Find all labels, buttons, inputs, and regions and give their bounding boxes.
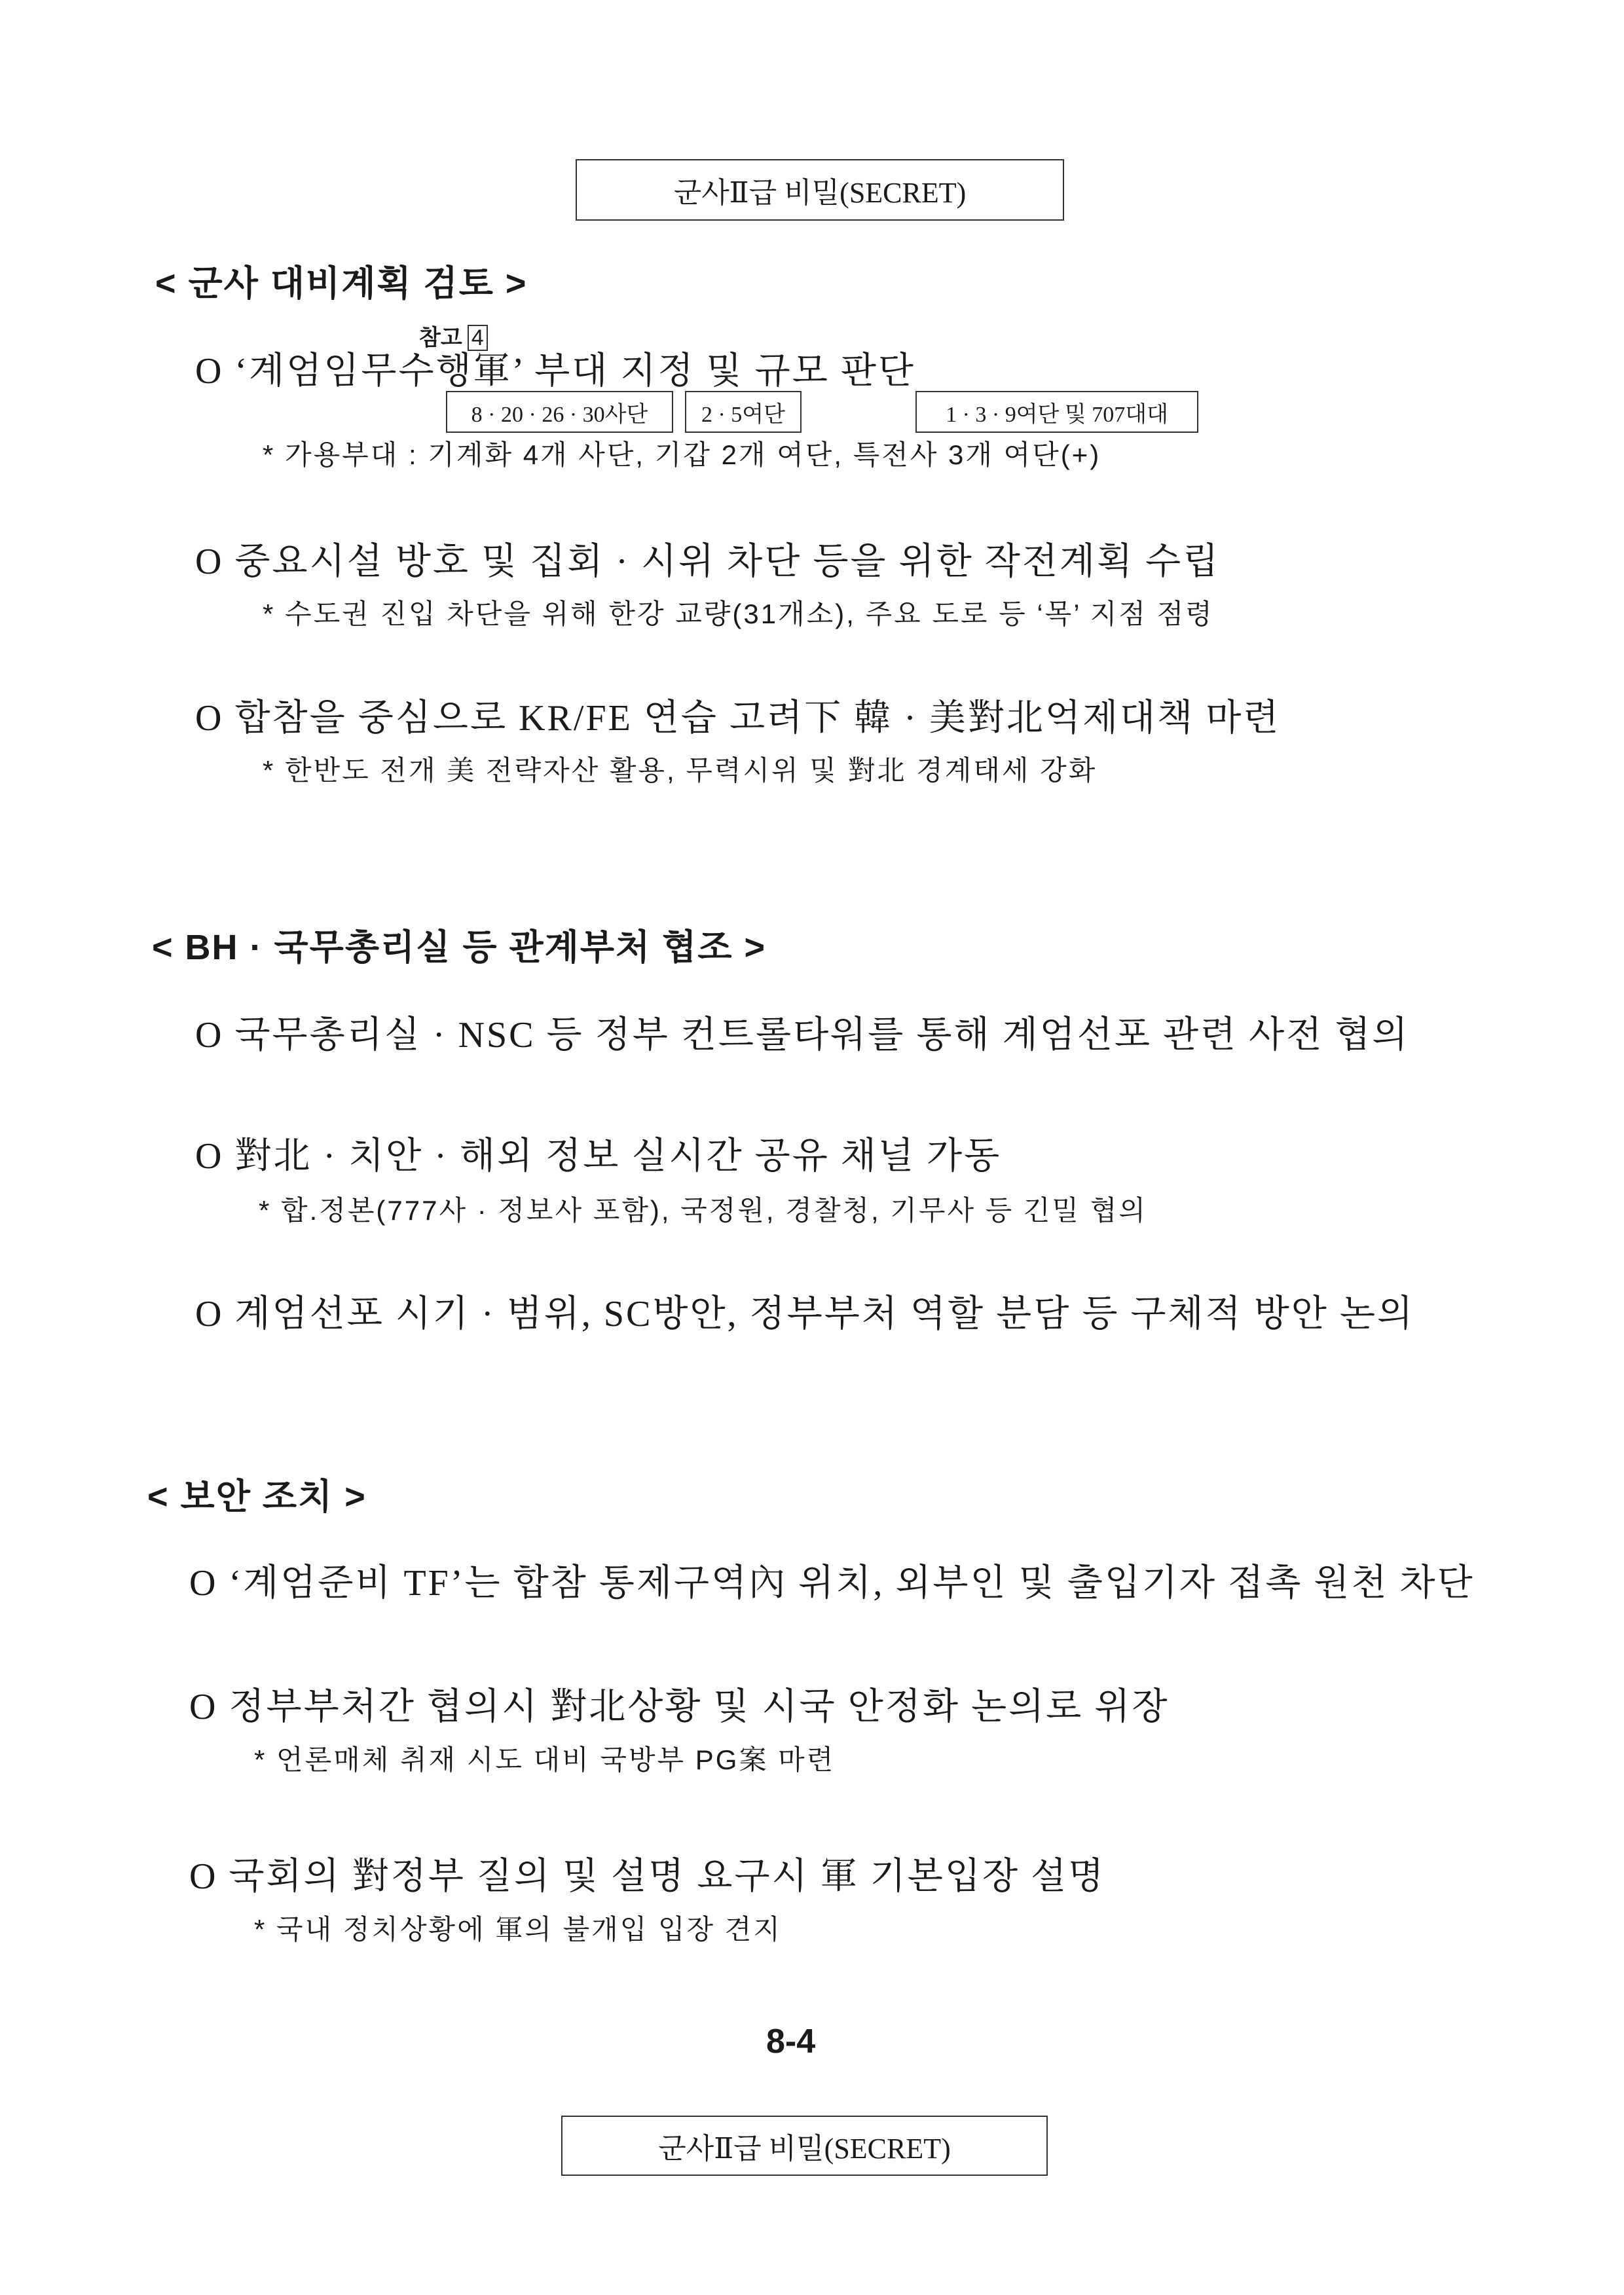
- note-han-river-bridges: * 수도권 진입 차단을 위해 한강 교량(31개소), 주요 도로 등 ‘목’ 지점 점령: [263, 598, 1214, 629]
- unit-tag-brigades: 2 · 5여단: [685, 391, 802, 433]
- section-heading-military-plan: < 군사 대비계획 검토 >: [155, 264, 528, 303]
- section-heading-cooperation: < BH · 국무총리실 등 관계부처 협조 >: [152, 928, 767, 967]
- item-assembly-response: O 국회의 對정부 질의 및 설명 요구시 軍 기본입장 설명: [189, 1856, 1106, 1897]
- item-prior-consultation: O 국무총리실 · NSC 등 정부 컨트롤타워를 통해 계엄선포 관련 사전 협의: [195, 1015, 1410, 1056]
- classification-bottom: 군사Ⅱ급 비밀(SECRET): [561, 2116, 1048, 2176]
- page-number: 8-4: [766, 2023, 816, 2061]
- classification-top: 군사Ⅱ급 비밀(SECRET): [576, 159, 1064, 221]
- note-non-intervention: * 국내 정치상황에 軍의 불개입 입장 견지: [254, 1914, 782, 1945]
- item-detailed-plan: O 계엄선포 시기 · 범위, SC방안, 정부부처 역할 분담 등 구체적 방안 논의: [195, 1294, 1415, 1334]
- item-intel-sharing: O 對北 · 치안 · 해외 정보 실시간 공유 채널 가동: [195, 1136, 1002, 1177]
- note-press-guidance: * 언론매체 취재 시도 대비 국방부 PG案 마련: [254, 1744, 836, 1775]
- item-martial-law-units: O ‘계엄임무수행軍’ 부대 지정 및 규모 판단: [195, 351, 916, 392]
- note-strategic-assets: * 한반도 전개 美 전략자산 활용, 무력시위 및 對北 경계태세 강화: [263, 755, 1098, 786]
- unit-tag-divisions: 8 · 20 · 26 · 30사단: [446, 391, 673, 433]
- item-operation-plan: O 중요시설 방호 및 집회 · 시위 차단 등을 위한 작전계획 수립: [195, 542, 1221, 582]
- reference-number: 4: [468, 325, 488, 351]
- item-deterrence-measures: O 합참을 중심으로 KR/FE 연습 고려下 韓 · 美對北억제대책 마련: [195, 698, 1281, 739]
- note-intel-agencies: * 합.정본(777사 · 정보사 포함), 국정원, 경찰청, 기무사 등 긴밀 협의: [259, 1195, 1147, 1226]
- item-tf-location: O ‘계엄준비 TF’는 합참 통제구역內 위치, 외부인 및 출입기자 접촉 원천 차단: [189, 1563, 1475, 1604]
- note-available-units: * 가용부대 : 기계화 4개 사단, 기갑 2개 여단, 특전사 3개 여단(+): [263, 439, 1101, 470]
- reference-label: 참고: [419, 325, 462, 350]
- item-disguise: O 정부부처간 협의시 對北상황 및 시국 안정화 논의로 위장: [189, 1687, 1170, 1727]
- section-heading-security: < 보안 조치 >: [147, 1477, 367, 1516]
- unit-tag-special-forces: 1 · 3 · 9여단 및 707대대: [915, 391, 1198, 433]
